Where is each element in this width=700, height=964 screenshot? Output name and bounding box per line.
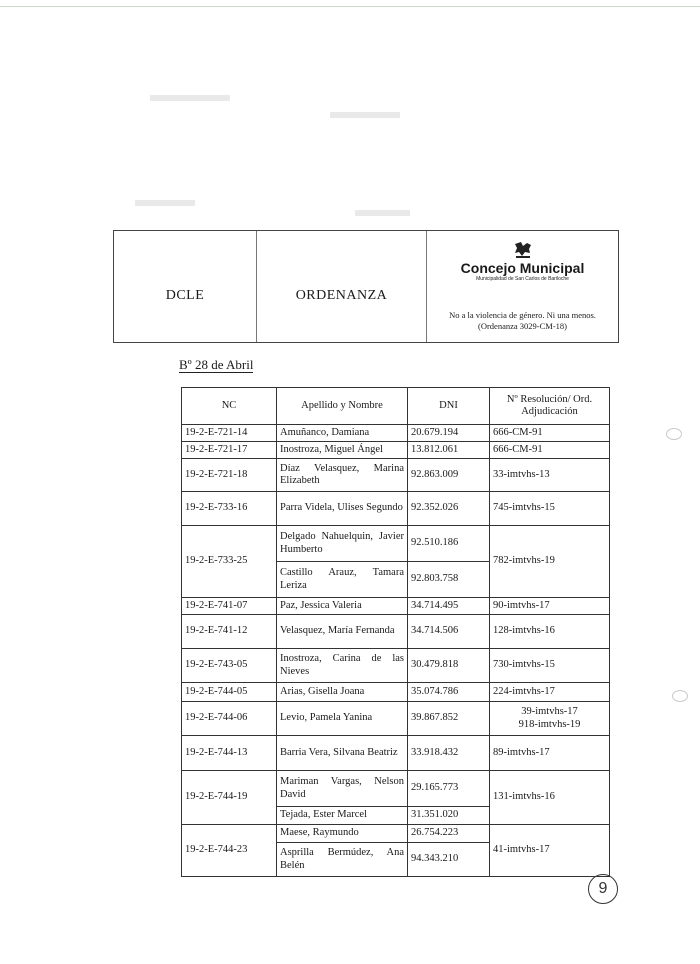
table-row [182, 736, 610, 771]
bleed-through [330, 112, 400, 118]
cell-name: Paz, Jessica Valeria [277, 598, 408, 615]
cell-name: Levio, Pamela Yanina [277, 702, 408, 736]
cell-name: Parra Videla, Ulises Segundo [277, 492, 408, 526]
cell-name: Inostroza, Carina de las Nieves [277, 649, 408, 683]
cell-dni: 92.803.758 [408, 562, 490, 598]
cell-name: Asprilla Bermúdez, Ana Belén [277, 843, 408, 877]
handwritten-page-number: 9 [588, 874, 618, 904]
col-header-dni: DNI [408, 388, 490, 425]
cell-dni: 34.714.495 [408, 598, 490, 615]
table-row [182, 615, 610, 649]
cell-dni: 39.867.852 [408, 702, 490, 736]
cell-nc: 19-2-E-733-25 [182, 526, 277, 598]
cell-name: Barria Vera, Silvana Beatriz [277, 736, 408, 771]
cell-nc: 19-2-E-744-05 [182, 683, 277, 702]
slogan-line-2: (Ordenanza 3029-CM-18) [478, 321, 567, 331]
table-row [182, 442, 610, 459]
cell-dni: 92.352.026 [408, 492, 490, 526]
cell-nc: 19-2-E-733-16 [182, 492, 277, 526]
table-row [182, 825, 610, 843]
org-subtitle: Municipalidad de San Carlos de Bariloche [476, 276, 569, 282]
registry-table [181, 387, 610, 877]
org-name: Concejo Municipal [460, 260, 585, 276]
cell-name: Díaz Velasquez, Marina Elizabeth [277, 459, 408, 492]
header-ordenanza: ORDENANZA [257, 231, 427, 342]
cell-dni: 29.165.773 [408, 771, 490, 807]
document-header [113, 230, 619, 343]
cell-dni: 13.812.061 [408, 442, 490, 459]
cell-resolution [490, 702, 610, 736]
table-row [182, 526, 610, 562]
cell-nc: 19-2-E-744-06 [182, 702, 277, 736]
cell-nc: 19-2-E-741-07 [182, 598, 277, 615]
cell-name: Arias, Gisella Joana [277, 683, 408, 702]
cell-dni: 30.479.818 [408, 649, 490, 683]
table-row [182, 683, 610, 702]
cell-resolution: 33-imtvhs-13 [490, 459, 610, 492]
cell-nc: 19-2-E-743-05 [182, 649, 277, 683]
punch-hole [666, 428, 682, 440]
table-row [182, 425, 610, 442]
cell-dni: 34.714.506 [408, 615, 490, 649]
cell-nc: 19-2-E-721-18 [182, 459, 277, 492]
cell-resolution: 128-imtvhs-16 [490, 615, 610, 649]
cell-nc: 19-2-E-744-23 [182, 825, 277, 877]
cell-nc: 19-2-E-741-12 [182, 615, 277, 649]
slogan [449, 310, 596, 332]
cell-name: Inostroza, Miguel Ángel [277, 442, 408, 459]
cell-nc: 19-2-E-744-19 [182, 771, 277, 825]
scan-edge-line [0, 6, 700, 7]
section-title: Bº 28 de Abril [179, 357, 254, 372]
bleed-through [355, 210, 410, 216]
cell-dni: 92.863.009 [408, 459, 490, 492]
cell-name: Delgado Nahuelquin, Javier Humberto [277, 526, 408, 562]
cell-dni: 94.343.210 [408, 843, 490, 877]
resolution-line: 918-imtvhs-19 [518, 718, 581, 730]
cell-name: Amuñanco, Damiana [277, 425, 408, 442]
bleed-through [150, 95, 230, 101]
cell-dni: 92.510.186 [408, 526, 490, 562]
cell-name: Tejada, Ester Marcel [277, 807, 408, 825]
cell-dni: 31.351.020 [408, 807, 490, 825]
cell-dni: 26.754.223 [408, 825, 490, 843]
cell-resolution: 730-imtvhs-15 [490, 649, 610, 683]
cell-name: Velasquez, María Fernanda [277, 615, 408, 649]
cell-name: Maese, Raymundo [277, 825, 408, 843]
slogan-line-1: No a la violencia de género. Ni una menos. [449, 310, 596, 320]
cell-resolution: 666-CM-91 [490, 425, 610, 442]
cell-resolution: 666-CM-91 [490, 442, 610, 459]
cell-resolution: 89-imtvhs-17 [490, 736, 610, 771]
resolution-line: 39-imtvhs-17 [521, 706, 578, 717]
cell-resolution: 745-imtvhs-15 [490, 492, 610, 526]
concejo-logo-block [427, 231, 618, 342]
table-header-row [182, 388, 610, 425]
cell-dni: 35.074.786 [408, 683, 490, 702]
header-dcle: DCLE [114, 231, 257, 342]
cell-resolution: 782-imtvhs-19 [490, 526, 610, 598]
bleed-through [135, 200, 195, 206]
cell-name: Mariman Vargas, Nelson David [277, 771, 408, 807]
punch-hole [672, 690, 688, 702]
table-row [182, 492, 610, 526]
col-header-resolution: Nº Resolución/ Ord. Adjudicación [490, 388, 610, 425]
cell-resolution: 90-imtvhs-17 [490, 598, 610, 615]
col-header-nc: NC [182, 388, 277, 425]
cell-dni: 20.679.194 [408, 425, 490, 442]
table-row [182, 771, 610, 807]
table-row [182, 702, 610, 736]
cell-name: Castillo Arauz, Tamara Leriza [277, 562, 408, 598]
cell-resolution: 41-imtvhs-17 [490, 825, 610, 877]
cell-nc: 19-2-E-721-17 [182, 442, 277, 459]
cell-dni: 33.918.432 [408, 736, 490, 771]
table-row [182, 649, 610, 683]
cell-nc: 19-2-E-721-14 [182, 425, 277, 442]
concejo-emblem-icon [513, 241, 533, 259]
table-row [182, 459, 610, 492]
cell-nc: 19-2-E-744-13 [182, 736, 277, 771]
col-header-name: Apellido y Nombre [277, 388, 408, 425]
cell-resolution: 224-imtvhs-17 [490, 683, 610, 702]
cell-resolution: 131-imtvhs-16 [490, 771, 610, 825]
table-row [182, 598, 610, 615]
